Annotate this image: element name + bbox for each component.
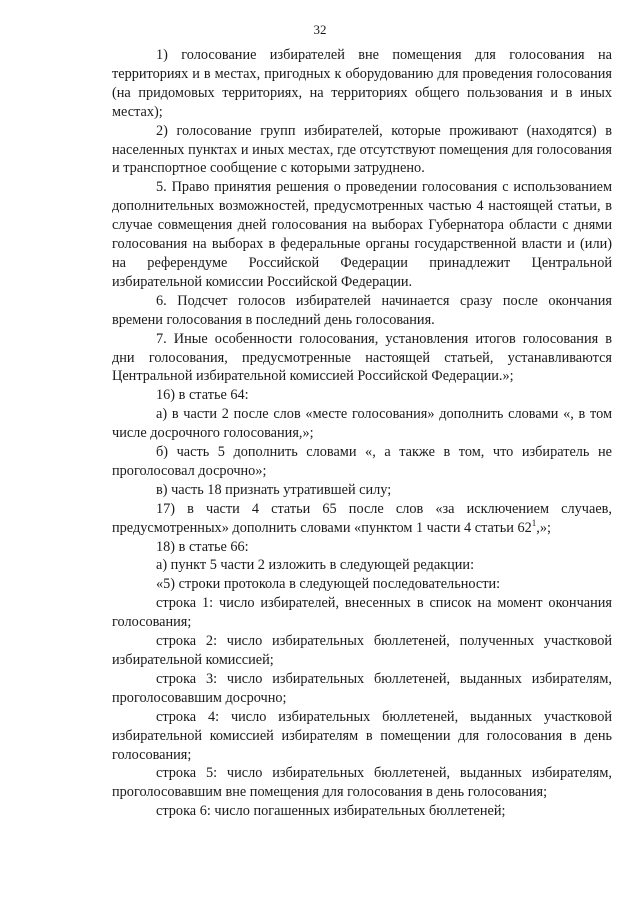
paragraph-17: [112, 500, 612, 538]
paragraph: а) пункт 5 части 2 изложить в следующей редакции:: [156, 557, 475, 574]
paragraph: 5. Право принятия решения о проведении голосования с использованием дополнительных возможностей, предусмотренных частью 4 настоящей статьи, в случае совмещения дней голосования на выборах Губернатора области с днями голосования на выборах в федеральные органы государственной власти и (или) на референдуме Российской Федерации принадлежит Центральной избирательной комиссии Российской Федерации.: [112, 179, 612, 290]
protocol-line: строка 1: число избирателей, внесенных в список на момент окончания голосования;: [112, 595, 612, 631]
paragraph: 7. Иные особенности голосования, установления итогов голосования в дни голосования, предусмотренные настоящей статьей, устанавливаются Центральной избирательной комиссией Российской Федерации.»;: [112, 330, 612, 385]
paragraph: а) в части 2 после слов «месте голосования» дополнить словами «, в том числе досрочного голосования,»;: [112, 406, 612, 442]
paragraph: 18) в статье 66:: [156, 538, 249, 555]
protocol-line: строка 6: число погашенных избирательных бюллетеней;: [156, 803, 506, 820]
paragraph: 16) в статье 64:: [156, 387, 249, 404]
paragraph: б) часть 5 дополнить словами «, а также в том, что избиратель не проголосовал досрочно»;: [112, 444, 612, 479]
paragraph: 2) голосование групп избирателей, которые проживают (находятся) в населенных пунктах и иных местах, где отсутствуют помещения для голосования и транспортное сообщение с которыми затруднено.: [112, 122, 612, 177]
page-number: 32: [313, 22, 327, 37]
paragraph: 6. Подсчет голосов избирателей начинается сразу после окончания времени голосования в последний день голосования.: [112, 292, 612, 328]
paragraph: «5) строки протокола в следующей последовательности:: [156, 576, 501, 593]
paragraph: 1) голосование избирателей вне помещения для голосования на территориях и в местах, пригодных к оборудованию для проведения голосования (на придомовых территориях, на территориях общего пользования и в иных местах);: [112, 47, 612, 120]
superscript: 1: [531, 517, 537, 528]
protocol-line: строка 2: число избирательных бюллетеней, полученных участковой избирательной комиссией;: [112, 633, 612, 668]
protocol-line: строка 3: число избирательных бюллетеней, выданных избирателям, проголосовавшим досрочно;: [112, 670, 612, 706]
protocol-line: строка 4: число избирательных бюллетеней, выданных участковой избирательной комиссией избирателям в помещении для голосования в день голосования;: [112, 708, 612, 763]
paragraph-17-end: ,»;: [536, 519, 551, 536]
paragraph: в) часть 18 признать утратившей силу;: [156, 481, 392, 498]
paragraph-17-text: 17) в части 4 статьи 65 после слов «за исключением случаев, предусмотренных» дополнить словами «пунктом 1 части 4 статьи 62: [112, 500, 612, 536]
document-body: [112, 46, 612, 821]
protocol-line: строка 5: число избирательных бюллетеней, выданных избирателям, проголосовавшим вне помещения для голосования в день голосования;: [112, 765, 612, 801]
